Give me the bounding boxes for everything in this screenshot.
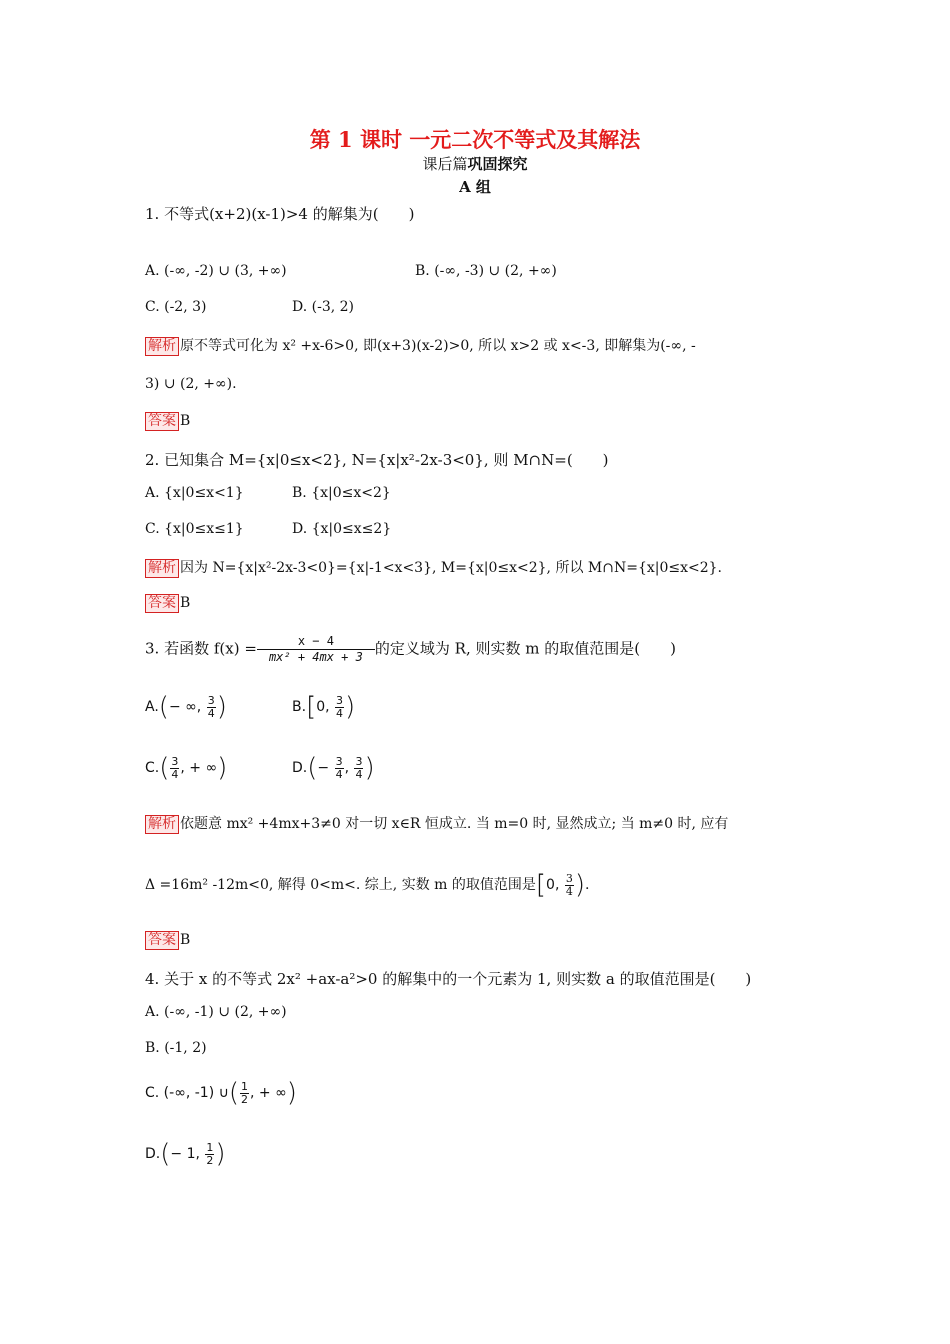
q4-option-c [145,1080,297,1106]
q3-option-b-left: 0, [316,699,335,715]
q3-stem-post: 的定义域为 R, 则实数 m 的取值范围是( ) [374,639,676,658]
q4-option-d-label: D. [145,1146,161,1162]
q4-option-b: B. (-1, 2) [145,1040,207,1056]
q1-answer-value: B [180,413,191,429]
answer-tag: 答案 [145,931,179,950]
q4-option-d-left: − 1, [170,1146,205,1162]
q2-option-b: B. {x|0≤x<2} [292,485,391,501]
q3-option-a-label: A. [145,699,159,715]
q3-option-d-left: − [317,760,334,776]
fraction-3-4: $\frac{3}{4}$ [207,693,215,720]
q2-stem: 2. 已知集合 M={x|0≤x<2}, N={x|x²-2x-3<0}, 则 M∩N=( ) [145,451,609,469]
q3-option-a-left: − ∞, [168,699,206,715]
q3-option-c-label: C. [145,760,160,776]
paren-right: ) [345,692,356,722]
bracket-left: [ [535,870,547,900]
q2-option-c: C. {x|0≤x≤1} [145,521,244,537]
paren-right: ) [216,692,227,722]
q3-function-fraction [257,634,375,665]
q1-stem: 1. 不等式(x+2)(x-1)>4 的解集为( ) [145,205,415,223]
subtitle-bold: 巩固探究 [467,155,528,173]
q2-option-d: D. {x|0≤x≤2} [292,521,392,537]
fraction-3-4: $\frac{3}{4}$ [336,693,344,720]
paren-left: ( [307,753,318,783]
q1-analysis-line2: 3) ∪ (2, +∞). [145,376,237,392]
fraction-3-4: $\frac{3}{4}$ [565,871,573,898]
q3-analysis-line1: 依题意 mx² +4mx+3≠0 对一切 x∈R 恒成立. 当 m=0 时, 显然成立; 当 m≠0 时, 应有 [180,816,729,832]
q3-option-d-label: D. [292,760,308,776]
fraction-1-2: $\frac{1}{2}$ [241,1079,249,1106]
q3-option-c [145,755,227,781]
q4-option-d [145,1141,226,1167]
q2-analysis [145,557,722,578]
analysis-tag: 解析 [145,815,179,834]
q1-answer [145,412,190,431]
q2-analysis-text: 因为 N={x|x²-2x-3<0}={x|-1<x<3}, M={x|0≤x<2}, 所以 M∩N={x|0≤x<2}. [180,560,722,576]
q4-option-c-right: , + ∞ [250,1085,287,1101]
q1-analysis-line1: 原不等式可化为 x² +x-6>0, 即(x+3)(x-2)>0, 所以 x>2 或 x<-3, 即解集为(-∞, - [180,338,696,354]
q4-option-c-pre: C. (-∞, -1) ∪ [145,1085,229,1101]
q3-frac-denominator: mx² + 4mx + 3 [268,650,363,664]
q3-option-b [292,694,355,720]
page-title: 第 1 课时 一元二次不等式及其解法 [309,127,641,152]
paren-right: ) [364,753,375,783]
paren-right: ) [215,1139,226,1169]
q3-analysis-line2: Δ =16m² -12m<0, 解得 0<m<. 综上, 实数 m 的取值范围是[0, $\frac{3}{4}$ ). [145,870,590,900]
paren-right: ) [286,1078,297,1108]
q3-answer [145,931,190,950]
q4-stem: 4. 关于 x 的不等式 2x² +ax-a²>0 的解集中的一个元素为 1, 则实数 a 的取值范围是( ) [145,970,752,988]
q2-answer-value: B [180,595,191,611]
fraction-1-2: $\frac{1}{2}$ [206,1140,214,1167]
subtitle-plain: 课后篇 [422,155,468,173]
q3-frac-numerator: x − 4 [257,634,375,650]
analysis-tag: 解析 [145,337,179,356]
q3-analysis [145,813,728,834]
paren-left: ( [160,1139,171,1169]
q3-option-c-right: , + ∞ [180,760,218,776]
fraction-3-4: $\frac{3}{4}$ [335,754,343,781]
bracket-left: [ [306,692,317,722]
q3-analysis-line2-text: Δ =16m² -12m<0, 解得 0<m<. 综上, 实数 m 的取值范围是 [145,877,536,893]
q3-answer-value: B [180,932,191,948]
analysis-tag: 解析 [145,559,179,578]
q3-analysis-interval: 0, [546,877,564,893]
page-subtitle [0,153,950,174]
q2-option-a: A. {x|0≤x<1} [145,485,244,501]
q3-option-a [145,694,227,720]
paren-right: ) [574,870,585,900]
q4-option-a: A. (-∞, -1) ∪ (2, +∞) [145,1004,287,1020]
q3-option-d: D.(− $\frac{3}{4}$ , $\frac{3}{4}$ ) [292,753,375,783]
q3-stem-pre: 3. 若函数 f(x) = [145,639,257,658]
paren-right: ) [217,753,228,783]
fraction-3-4: $\frac{3}{4}$ [355,754,363,781]
q1-option-b: B. (-∞, -3) ∪ (2, +∞) [415,263,557,279]
fraction-3-4: $\frac{3}{4}$ [171,754,179,781]
q1-analysis [145,335,696,356]
q1-option-d: D. (-3, 2) [292,299,354,315]
paren-left: ( [158,692,169,722]
q1-option-c: C. (-2, 3) [145,299,207,315]
answer-tag: 答案 [145,594,179,613]
q2-answer [145,594,190,613]
paren-left: ( [159,753,170,783]
q3-option-b-label: B. [292,699,307,715]
q3-stem [145,634,676,665]
paren-left: ( [228,1078,240,1108]
group-heading: A 组 [459,178,491,196]
q1-option-a: A. (-∞, -2) ∪ (3, +∞) [145,263,287,279]
answer-tag: 答案 [145,412,179,431]
